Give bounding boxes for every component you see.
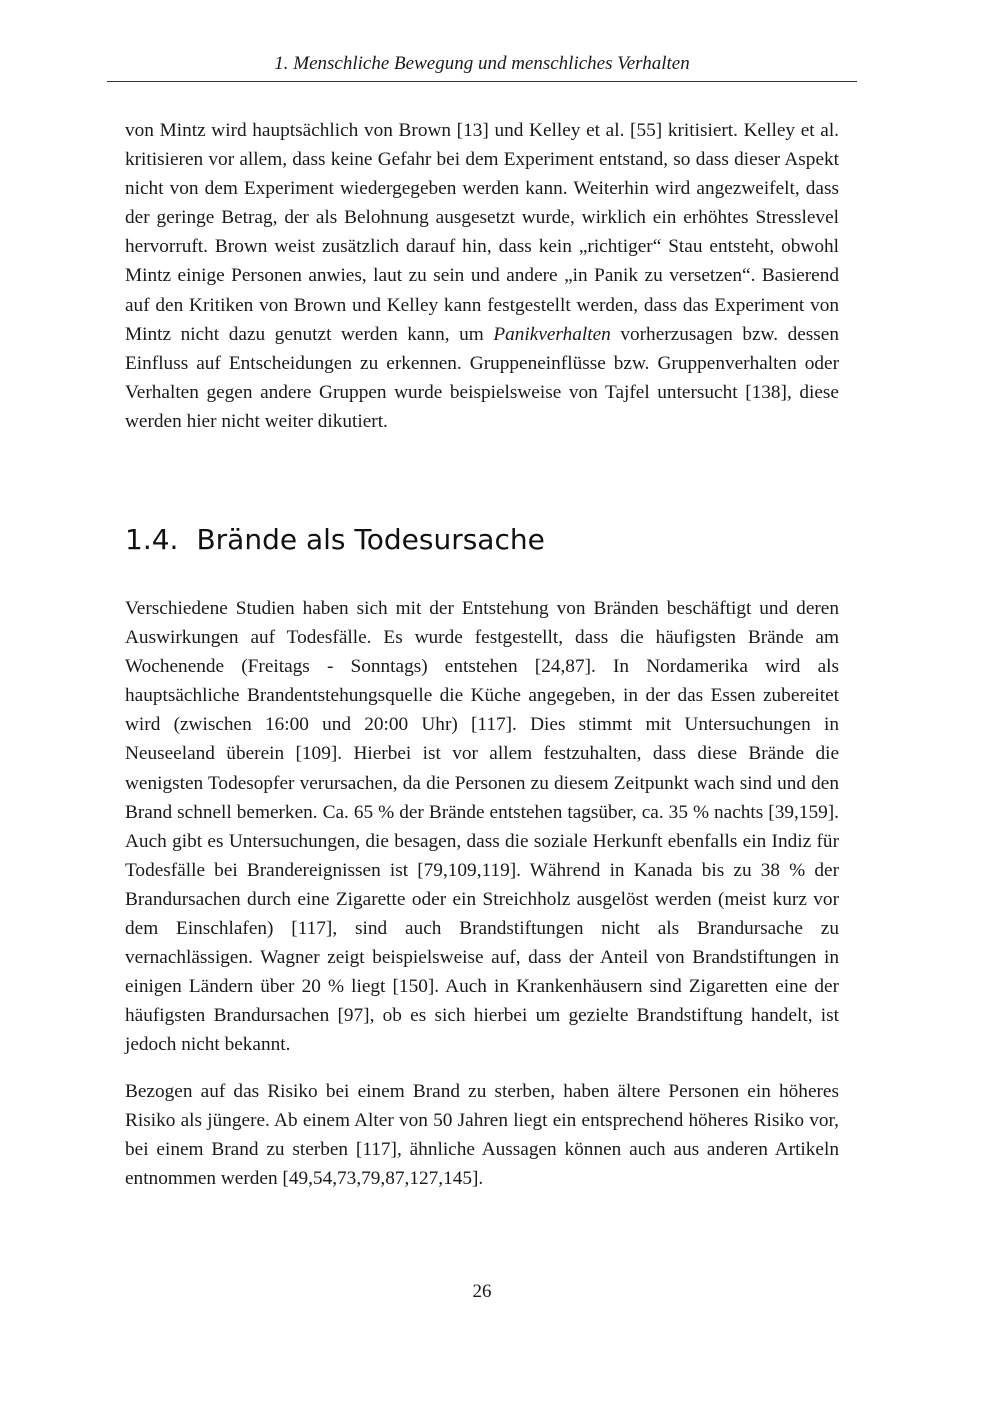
running-header: 1. Menschliche Bewegung und menschliches Verhalten	[274, 53, 690, 74]
page-number: 26	[472, 1281, 492, 1302]
emphasis-panikverhalten: Panikverhalten	[493, 323, 611, 345]
section-paragraph-2: Bezogen auf das Risiko bei einem Brand zu sterben, haben ältere Personen ein höheres Risiko als jüngere. Ab einem Alter von 50 Jahren liegt ein entsprechend höheres Risiko vor, bei einem Brand zu sterben [117], ähnliche Aussagen können auch aus anderen Artikeln entnommen werden [49,54,73,79,87,127,145].	[125, 1081, 839, 1190]
header-rule	[107, 81, 857, 82]
intro-text-end: vorherzusagen bzw. dessen Einfluss auf Entscheidungen zu erkennen. Gruppeneinflüsse bzw. Gruppenverhalten oder Verhalten gegen andere Gruppen wurde beispielsweise von Tajfel untersucht [138], diese werden hier nicht weiter dikutiert.	[125, 323, 839, 432]
intro-paragraph	[125, 116, 839, 436]
section-heading	[125, 518, 545, 562]
section-number: 1.4.	[125, 523, 179, 556]
section-paragraph-1: Verschiedene Studien haben sich mit der Entstehung von Bränden beschäftigt und deren Auswirkungen auf Todesfälle. Es wurde festgestellt, dass die häufigsten Brände am Wochenende (Freitags - Sonntags) entstehen [24,87]. In Nordamerika wird als hauptsächliche Brandentstehungsquelle die Küche angegeben, in der das Essen zubereitet wird (zwischen 16:00 und 20:00 Uhr) [117]. Dies stimmt mit Untersuchungen in Neuseeland überein [109]. Hierbei ist vor allem festzuhalten, dass diese Brände die wenigsten Todesopfer verursachen, da die Personen zu diesem Zeitpunkt wach sind und den Brand schnell bemerken. Ca. 65 % der Brände entstehen tagsüber, ca. 35 % nachts [39,159]. Auch gibt es Untersuchungen, die besagen, dass die soziale Herkunft ebenfalls ein Indiz für Todesfälle bei Brandereignissen ist [79,109,119]. Während in Kanada bis zu 38 % der Brandursachen durch eine Zigarette oder ein Streichholz ausgelöst werden (meist kurz vor dem Einschlafen) [117], sind auch Brandstiftungen nicht als Brandursache zu vernachlässigen. Wagner zeigt beispielsweise auf, dass der Anteil von Brandstiftungen in einigen Ländern über 20 % liegt [150]. Auch in Krankenhäusern sind Zigaretten eine der häufigsten Brandursachen [97], ob es sich hierbei um gezielte Brandstiftung handelt, ist jedoch nicht bekannt.	[125, 598, 839, 1056]
intro-text-start: von Mintz wird hauptsächlich von Brown [13] und Kelley et al. [55] kritisiert. Kelley et al. kritisieren vor allem, dass keine Gefahr bei dem Experiment entstand, so dass dieser Aspekt nicht von dem Experiment wiedergegeben werden kann. Weiterhin wird angezweifelt, dass der geringe Betrag, der als Belohnung ausgesetzt wurde, wirklich ein erhöhtes Stresslevel hervorruft. Brown weist zusätzlich darauf hin, dass kein „richtiger“ Stau entsteht, obwohl Mintz einige Personen anwies, laut zu sein und andere „in Panik zu versetzen“. Basierend auf den Kritiken von Brown und Kelley kann festgestellt werden, dass das Experiment von Mintz nicht dazu genutzt werden kann, um	[125, 120, 839, 345]
section-title: Brände als Todesursache	[196, 523, 545, 556]
